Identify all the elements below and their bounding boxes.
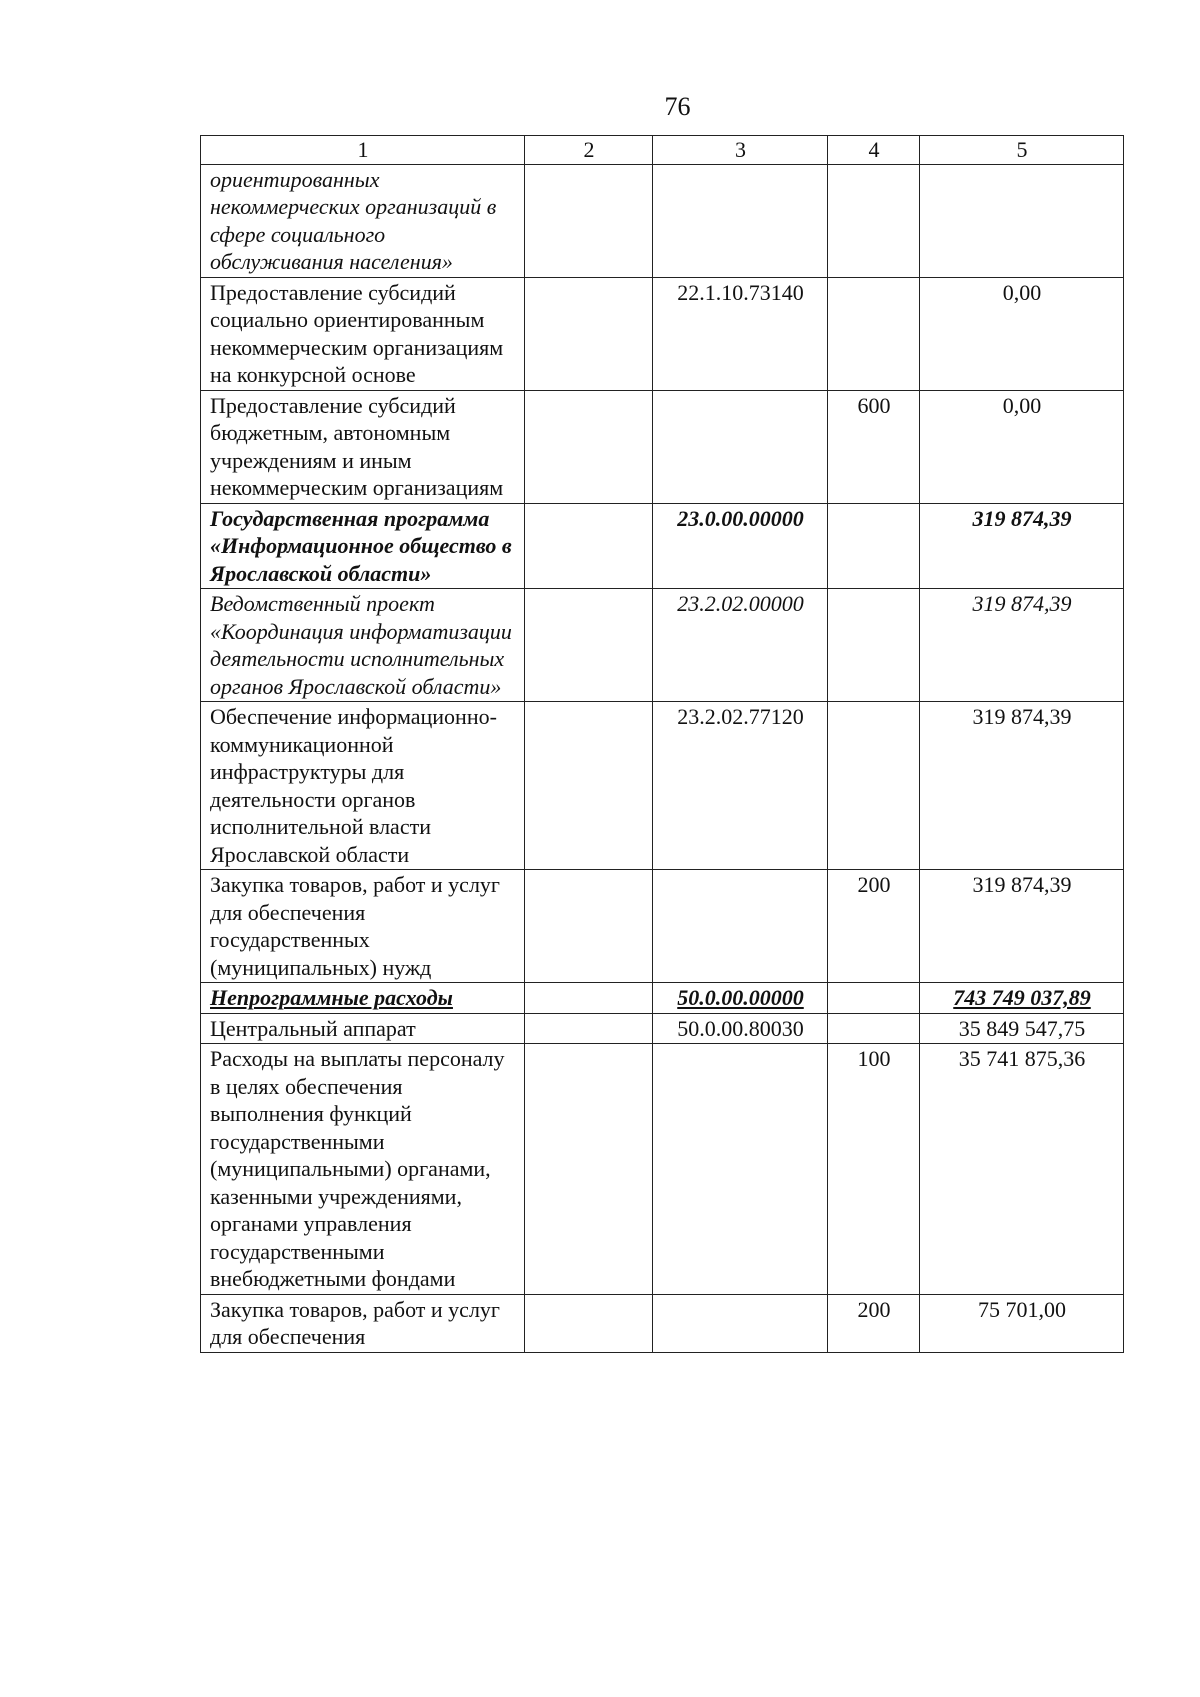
column-header-2: 2 bbox=[525, 136, 653, 165]
row-name: Закупка товаров, работ и услуг для обеспечения государственных (муниципальных) нужд bbox=[201, 870, 525, 983]
row-type: 100 bbox=[828, 1044, 920, 1295]
table-row bbox=[201, 390, 1124, 503]
row-name: Обеспечение информационно-коммуникационной инфраструктуры для деятельности органов исполнительной власти Ярославской области bbox=[201, 702, 525, 870]
table-header-row bbox=[201, 136, 1124, 165]
column-header-5: 5 bbox=[920, 136, 1124, 165]
row-col2 bbox=[525, 983, 653, 1014]
budget-table bbox=[200, 135, 1124, 1353]
row-type: 200 bbox=[828, 870, 920, 983]
row-amount: 743 749 037,89 bbox=[920, 983, 1124, 1014]
row-amount: 0,00 bbox=[920, 390, 1124, 503]
row-col2 bbox=[525, 1294, 653, 1352]
table-row bbox=[201, 164, 1124, 277]
row-name: Закупка товаров, работ и услуг для обеспечения bbox=[201, 1294, 525, 1352]
row-amount: 75 701,00 bbox=[920, 1294, 1124, 1352]
row-name: Центральный аппарат bbox=[201, 1013, 525, 1044]
row-type bbox=[828, 1013, 920, 1044]
row-amount bbox=[920, 164, 1124, 277]
row-name: ориентированных некоммерческих организаций в сфере социального обслуживания населения» bbox=[201, 164, 525, 277]
table-row bbox=[201, 589, 1124, 702]
row-type bbox=[828, 983, 920, 1014]
row-type bbox=[828, 164, 920, 277]
row-type bbox=[828, 277, 920, 390]
row-code: 50.0.00.00000 bbox=[653, 983, 828, 1014]
row-name: Государственная программа «Информационное общество в Ярославской области» bbox=[201, 503, 525, 589]
row-code bbox=[653, 390, 828, 503]
row-col2 bbox=[525, 870, 653, 983]
table-row bbox=[201, 277, 1124, 390]
page-number: 76 bbox=[664, 92, 691, 121]
row-type: 200 bbox=[828, 1294, 920, 1352]
column-header-1: 1 bbox=[201, 136, 525, 165]
table-row bbox=[201, 870, 1124, 983]
table-row bbox=[201, 1013, 1124, 1044]
column-header-3: 3 bbox=[653, 136, 828, 165]
table-row bbox=[201, 983, 1124, 1014]
row-col2 bbox=[525, 277, 653, 390]
column-header-4: 4 bbox=[828, 136, 920, 165]
table-row bbox=[201, 702, 1124, 870]
table-row bbox=[201, 503, 1124, 589]
row-name: Расходы на выплаты персоналу в целях обеспечения выполнения функций государственными (муниципальными) органами, казенными учреждениями, органами управления государственными внебюджетными фондами bbox=[201, 1044, 525, 1295]
row-amount: 319 874,39 bbox=[920, 503, 1124, 589]
row-amount: 35 741 875,36 bbox=[920, 1044, 1124, 1295]
row-code: 23.2.02.77120 bbox=[653, 702, 828, 870]
table-row bbox=[201, 1044, 1124, 1295]
row-type: 600 bbox=[828, 390, 920, 503]
row-code bbox=[653, 1044, 828, 1295]
row-amount: 319 874,39 bbox=[920, 870, 1124, 983]
row-amount: 0,00 bbox=[920, 277, 1124, 390]
row-name: Непрограммные расходы bbox=[201, 983, 525, 1014]
row-name: Предоставление субсидий социально ориентированным некоммерческим организациям на конкурсной основе bbox=[201, 277, 525, 390]
row-code: 22.1.10.73140 bbox=[653, 277, 828, 390]
row-name: Предоставление субсидий бюджетным, автономным учреждениям и иным некоммерческим организациям bbox=[201, 390, 525, 503]
row-col2 bbox=[525, 1013, 653, 1044]
row-type bbox=[828, 503, 920, 589]
row-amount: 319 874,39 bbox=[920, 702, 1124, 870]
row-col2 bbox=[525, 1044, 653, 1295]
table-row bbox=[201, 1294, 1124, 1352]
row-col2 bbox=[525, 390, 653, 503]
row-code bbox=[653, 870, 828, 983]
row-col2 bbox=[525, 503, 653, 589]
row-col2 bbox=[525, 702, 653, 870]
row-type bbox=[828, 702, 920, 870]
row-amount: 319 874,39 bbox=[920, 589, 1124, 702]
row-code bbox=[653, 164, 828, 277]
row-code: 50.0.00.80030 bbox=[653, 1013, 828, 1044]
row-col2 bbox=[525, 589, 653, 702]
row-type bbox=[828, 589, 920, 702]
row-code: 23.2.02.00000 bbox=[653, 589, 828, 702]
row-name: Ведомственный проект «Координация информатизации деятельности исполнительных органов Ярославской области» bbox=[201, 589, 525, 702]
row-code bbox=[653, 1294, 828, 1352]
row-col2 bbox=[525, 164, 653, 277]
row-code: 23.0.00.00000 bbox=[653, 503, 828, 589]
row-amount: 35 849 547,75 bbox=[920, 1013, 1124, 1044]
